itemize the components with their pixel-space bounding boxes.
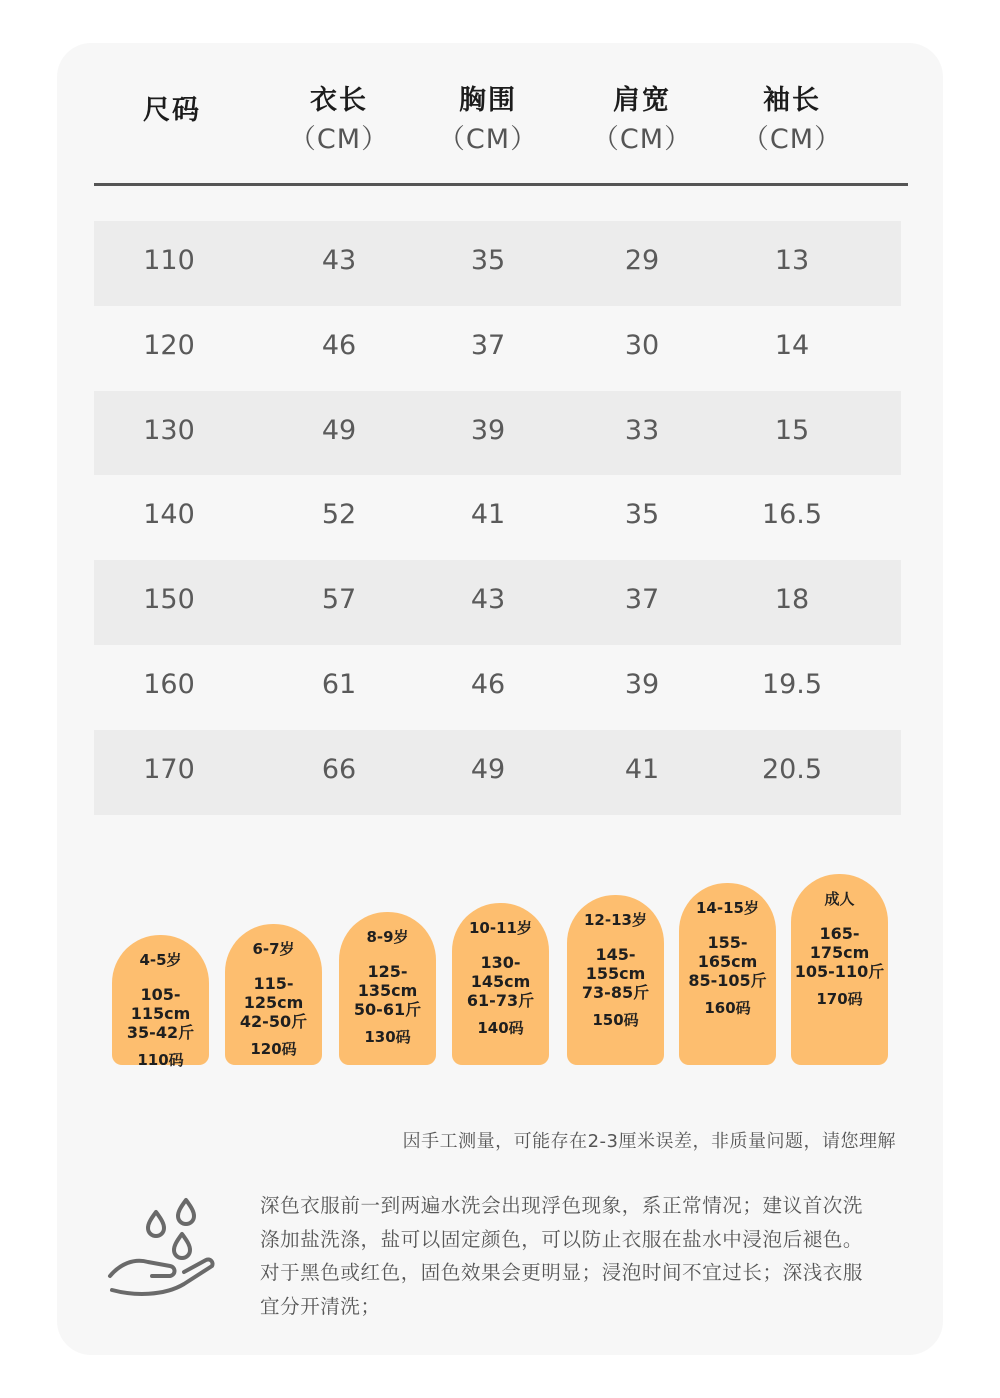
table-cell: 46 xyxy=(470,668,506,700)
badge-height: 130-145cm xyxy=(470,953,531,991)
table-cell: 20.5 xyxy=(761,753,823,785)
table-cell: 29 xyxy=(624,245,660,276)
table-cell: 37 xyxy=(470,329,506,361)
table-cell: 130 xyxy=(143,414,195,446)
table-cell: 49 xyxy=(321,414,357,446)
badge-height: 105-115cm xyxy=(130,985,191,1023)
header-shoulder: 肩宽 （CM） xyxy=(591,85,693,155)
hand-water-drops-icon xyxy=(104,1192,216,1300)
table-cell: 33 xyxy=(624,414,660,446)
table-cell: 35 xyxy=(624,499,660,531)
size-badge xyxy=(791,874,888,1065)
header-length: 衣长 （CM） xyxy=(288,85,390,155)
table-cell: 61 xyxy=(321,668,357,700)
table-cell: 13 xyxy=(774,245,810,276)
table-cell: 14 xyxy=(774,329,810,361)
badge-height: 145-155cm xyxy=(585,945,646,983)
table-cell: 49 xyxy=(470,753,506,785)
badge-weight: 42-50斤 xyxy=(239,1012,308,1031)
badge-code: 140码 xyxy=(477,1019,524,1037)
wash-line: 对于黑色或红色，固色效果会更明显；浸泡时间不宜过长；深浅衣服 xyxy=(260,1261,864,1284)
header-chest: 胸围 （CM） xyxy=(437,85,539,155)
table-cell: 110 xyxy=(143,245,195,276)
badge-weight: 35-42斤 xyxy=(126,1023,195,1042)
badge-code: 120码 xyxy=(250,1040,297,1058)
badge-code: 160码 xyxy=(704,999,751,1017)
size-badge xyxy=(112,935,209,1069)
wash-line: 涤加盐洗涤，盐可以固定颜色，可以防止衣服在盐水中浸泡后褪色。 xyxy=(260,1227,864,1251)
table-cell: 120 xyxy=(143,329,195,361)
table-cell: 43 xyxy=(321,245,357,276)
badge-age: 8-9岁 xyxy=(366,928,409,946)
size-badge xyxy=(225,924,322,1065)
header-sleeve: 袖长 （CM） xyxy=(741,85,843,155)
table-cell: 52 xyxy=(321,499,357,531)
size-badge xyxy=(679,883,776,1065)
badge-weight: 105-110斤 xyxy=(794,962,885,981)
badge-height: 115-125cm xyxy=(243,974,304,1012)
badge-code: 130码 xyxy=(364,1028,411,1046)
table-cell: 37 xyxy=(624,584,660,616)
badge-age: 成人 xyxy=(824,890,855,908)
badge-weight: 61-73斤 xyxy=(466,991,535,1010)
table-cell: 16.5 xyxy=(761,499,823,531)
wash-instructions xyxy=(260,1189,900,1323)
table-cell: 18 xyxy=(774,584,810,616)
table-cell: 66 xyxy=(321,753,357,785)
wash-line: 深色衣服前一到两遍水洗会出现浮色现象，系正常情况；建议首次洗 xyxy=(260,1194,864,1217)
table-cell: 140 xyxy=(143,499,195,531)
table-cell: 35 xyxy=(470,245,506,276)
table-cell: 15 xyxy=(774,414,810,446)
table-cell: 19.5 xyxy=(761,668,823,700)
table-cell: 160 xyxy=(143,668,195,700)
table-cell: 46 xyxy=(321,329,357,361)
badge-weight: 50-61斤 xyxy=(353,1000,422,1019)
size-badge xyxy=(567,895,664,1065)
badge-age: 4-5岁 xyxy=(139,951,182,969)
table-cell: 41 xyxy=(470,499,506,531)
badge-height: 155-165cm xyxy=(697,933,758,971)
badge-age: 6-7岁 xyxy=(252,940,295,958)
badge-age: 10-11岁 xyxy=(469,919,532,937)
badge-weight: 85-105斤 xyxy=(688,971,767,990)
measurement-note: 因手工测量，可能存在2-3厘米误差，非质量问题，请您理解 xyxy=(402,1131,896,1152)
badge-code: 110码 xyxy=(137,1051,184,1069)
badge-code: 170码 xyxy=(816,990,863,1008)
badge-weight: 73-85斤 xyxy=(581,983,650,1002)
wash-line: 宜分开清洗； xyxy=(260,1294,381,1318)
badge-code: 150码 xyxy=(592,1011,639,1029)
badge-age: 12-13岁 xyxy=(584,911,647,929)
table-cell: 41 xyxy=(624,753,660,785)
table-cell: 39 xyxy=(624,668,660,700)
badge-height: 125-135cm xyxy=(357,962,418,1000)
badge-age: 14-15岁 xyxy=(696,899,759,917)
table-cell: 170 xyxy=(143,753,195,785)
table-cell: 57 xyxy=(321,584,357,616)
size-badge xyxy=(452,903,549,1065)
table-cell: 30 xyxy=(624,329,660,361)
table-cell: 150 xyxy=(143,584,195,616)
table-cell: 43 xyxy=(470,584,506,616)
table-cell: 39 xyxy=(470,414,506,446)
badge-height: 165-175cm xyxy=(809,924,870,962)
header-size: 尺码 xyxy=(143,95,201,126)
size-badge xyxy=(339,912,436,1065)
